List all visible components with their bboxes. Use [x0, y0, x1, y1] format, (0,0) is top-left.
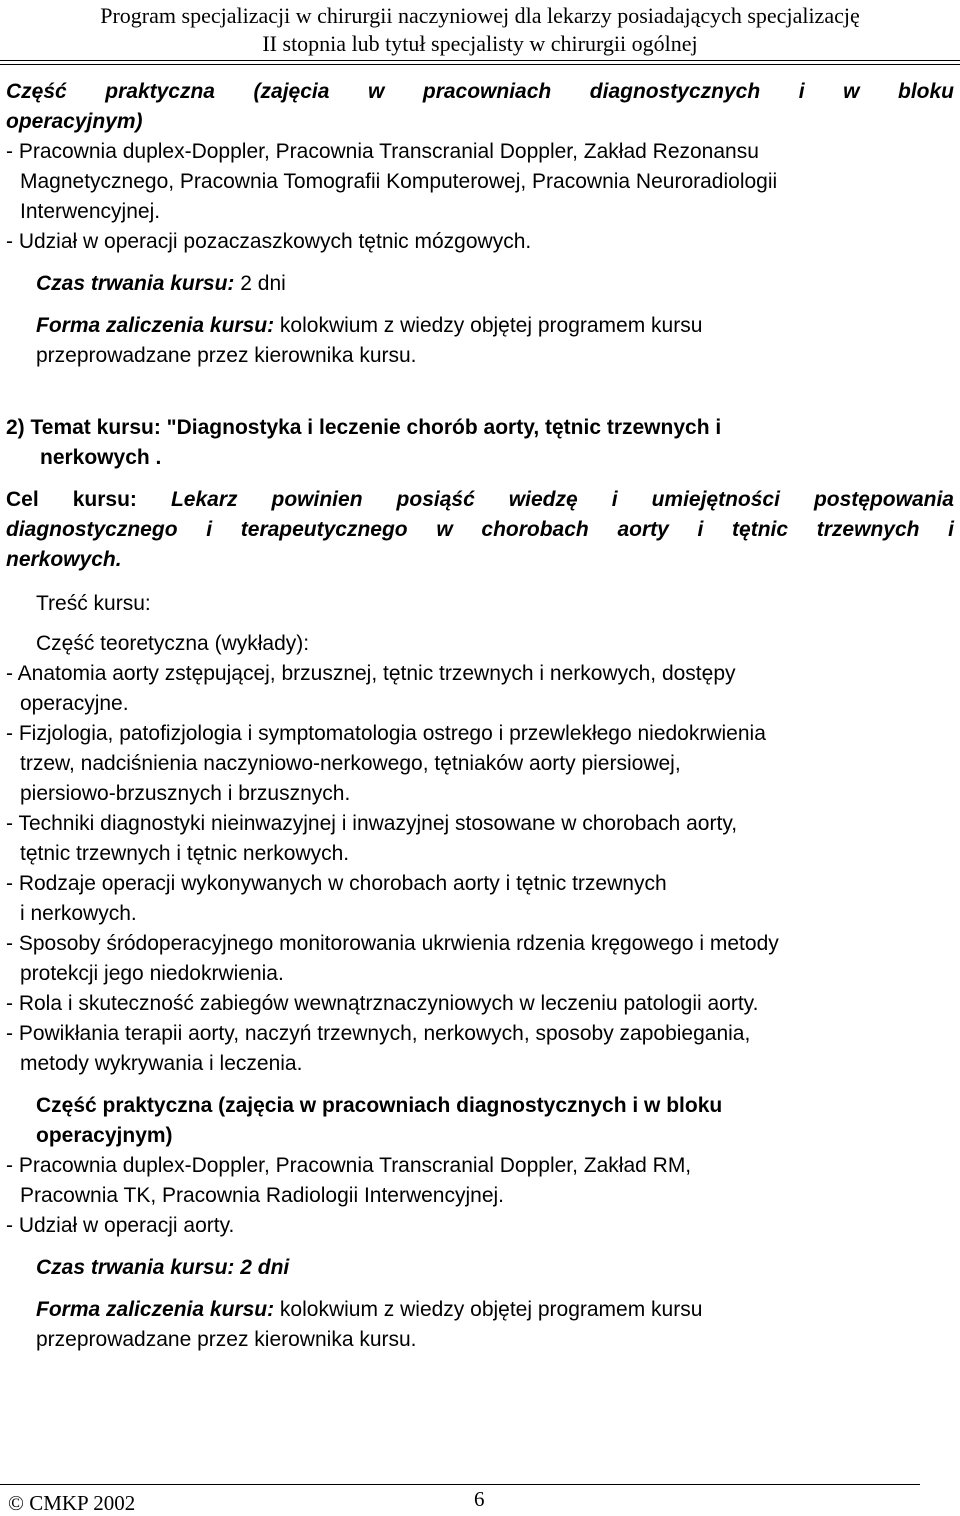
theory-heading: Część teoretyczna (wykłady): [36, 632, 310, 655]
theory-line: metody wykrywania i leczenia. [20, 1052, 303, 1075]
course-topic-line-1: 2) Temat kursu: "Diagnostyka i leczenie chorób aorty, tętnic trzewnych i [6, 416, 722, 439]
theory-line: protekcji jego niedokrwienia. [20, 962, 284, 985]
practical2-line: Pracownia TK, Pracownia Radiologii Interwencyjnej. [20, 1184, 505, 1207]
practical2-heading-line-1: Część praktyczna (zajęcia w pracowniach diagnostycznych i w bloku [36, 1094, 723, 1117]
course2-duration-label: Czas trwania kursu: [36, 1256, 235, 1279]
practical-item-line: - Pracownia duplex-Doppler, Pracownia Transcranial Doppler, Zakład Rezonansu [6, 140, 759, 163]
course-goal-label: Cel kursu: [6, 488, 137, 511]
course-content-label: Treść kursu: [36, 592, 151, 615]
theory-line: i nerkowych. [20, 902, 137, 925]
theory-line: - Rodzaje operacji wykonywanych w chorobach aorty i tętnic trzewnych [6, 872, 667, 895]
practical2-heading-line-2: operacyjnym) [36, 1124, 173, 1147]
practical-item-line: - Udział w operacji pozaczaszkowych tętnic mózgowych. [6, 230, 532, 253]
practical-item-line: Interwencyjnej. [20, 200, 161, 223]
course-duration-label: Czas trwania kursu: [36, 272, 235, 295]
practical2-line: - Udział w operacji aorty. [6, 1214, 235, 1237]
course-goal-line-3: nerkowych. [6, 548, 122, 571]
practical-item-line: Magnetycznego, Pracownia Tomografii Komputerowej, Pracownia Neuroradiologii [20, 170, 778, 193]
header-title-line-1: Program specjalizacji w chirurgii naczyniowej dla lekarzy posiadających specjalizację [100, 3, 860, 28]
theory-line: tętnic trzewnych i tętnic nerkowych. [20, 842, 350, 865]
course2-form-text-line-2: przeprowadzane przez kierownika kursu. [36, 1328, 417, 1351]
course2-duration-value: 2 dni [240, 1256, 290, 1279]
course-duration [36, 270, 286, 298]
header-title-line-2: II stopnia lub tytuł specjalisty w chirurgii ogólnej [262, 31, 698, 56]
footer-page-number: 6 [474, 1487, 485, 1511]
footer-rule [0, 1484, 920, 1485]
header-rule-thin [0, 64, 960, 65]
course2-duration [36, 1254, 289, 1282]
theory-line: - Rola i skuteczność zabiegów wewnątrznaczyniowych w leczeniu patologii aorty. [6, 992, 759, 1015]
course-form-label: Forma zaliczenia kursu: [36, 314, 275, 337]
theory-line: operacyjne. [20, 692, 129, 715]
theory-line: trzew, nadciśnienia naczyniowo-nerkowego, tętniaków aorty piersiowej, [20, 752, 681, 775]
course-form-text-line-2: przeprowadzane przez kierownika kursu. [36, 344, 417, 367]
practical-heading-line-1: Część praktyczna (zajęcia w pracowniach diagnostycznych i w bloku [6, 80, 954, 103]
course-topic-line-2: nerkowych . [40, 446, 162, 469]
course-goal-text: Lekarz powinien posiąść wiedzę i umiejętności postępowania [170, 488, 954, 511]
course-duration-value: 2 dni [240, 272, 286, 295]
theory-line: - Anatomia aorty zstępującej, brzusznej, tętnic trzewnych i nerkowych, dostępy [6, 662, 736, 685]
theory-line: - Fizjologia, patofizjologia i symptomatologia ostrego i przewlekłego niedokrwienia [6, 722, 766, 745]
theory-line: - Powikłania terapii aorty, naczyń trzewnych, nerkowych, sposoby zapobiegania, [6, 1022, 751, 1045]
header-rule [0, 60, 960, 61]
course2-form [36, 1296, 702, 1324]
course2-form-text: kolokwium z wiedzy objętej programem kursu [279, 1298, 703, 1321]
theory-line: piersiowo-brzusznych i brzusznych. [20, 782, 351, 805]
theory-line: - Techniki diagnostyki nieinwazyjnej i inwazyjnej stosowane w chorobach aorty, [6, 812, 738, 835]
practical-heading-line-2: operacyjnym) [6, 110, 143, 133]
course-form-text: kolokwium z wiedzy objętej programem kursu [279, 314, 703, 337]
course-form [36, 312, 702, 340]
course-goal-line-1 [6, 486, 954, 514]
theory-line: - Sposoby śródoperacyjnego monitorowania ukrwienia rdzenia kręgowego i metody [6, 932, 779, 955]
practical2-line: - Pracownia duplex-Doppler, Pracownia Transcranial Doppler, Zakład RM, [6, 1154, 692, 1177]
course2-form-label: Forma zaliczenia kursu: [36, 1298, 275, 1321]
course-goal-line-2: diagnostycznego i terapeutycznego w chorobach aorty i tętnic trzewnych i [6, 518, 954, 541]
footer-copyright: © CMKP 2002 [8, 1491, 136, 1515]
